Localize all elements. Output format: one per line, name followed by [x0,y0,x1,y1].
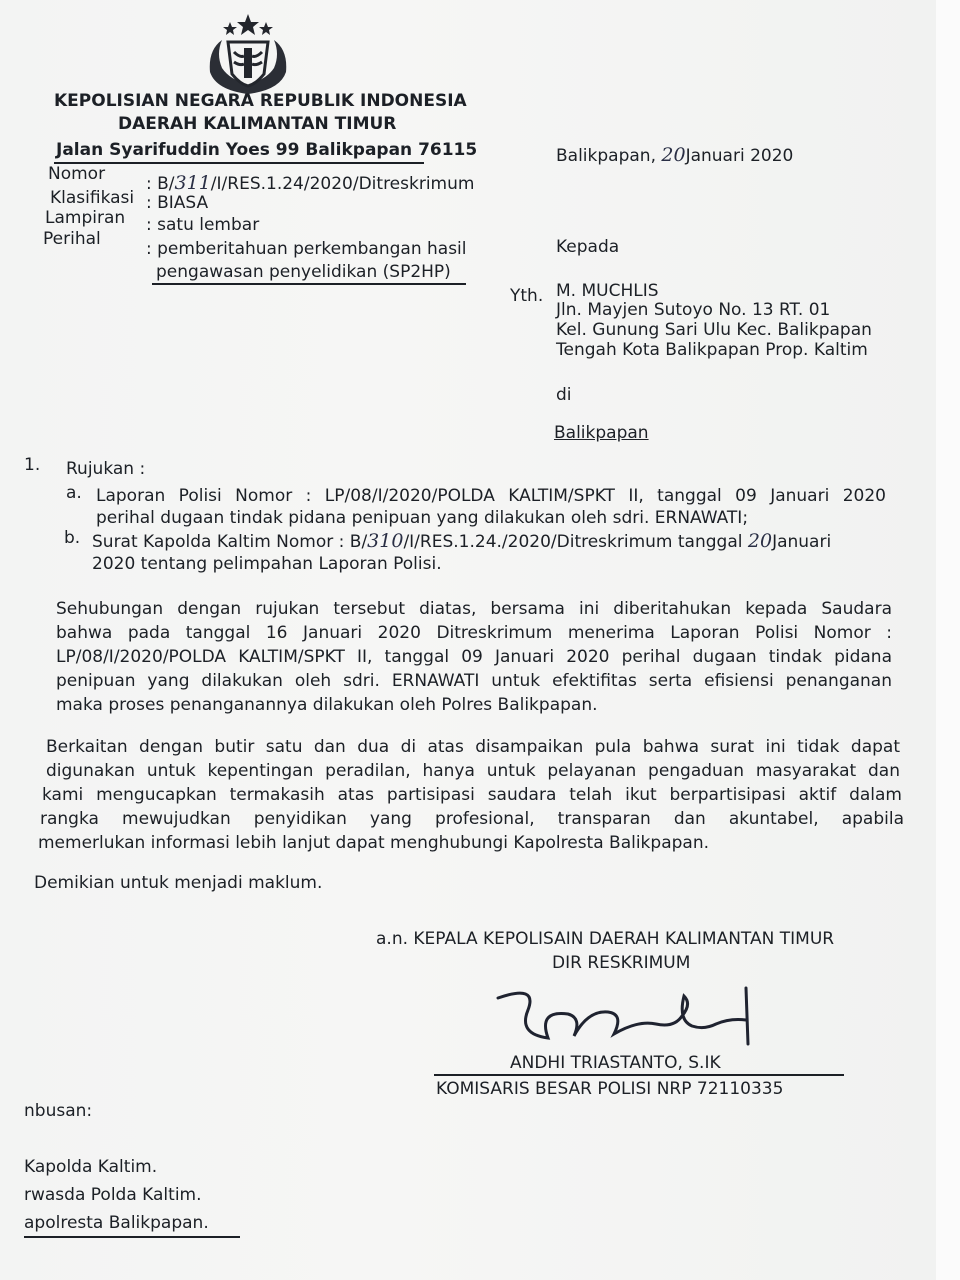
rujukan-a-line-1: Laporan Polisi Nomor : LP/08/I/2020/POLDA KALTIM/SPKT II, tanggal 09 Januari 2020 [96,486,886,506]
rujukan-a-line-2: perihal dugaan tindak pidana penipuan yang dilakukan oleh sdri. ERNAWATI; [96,508,749,528]
lampiran-value: : satu lembar [146,215,260,235]
paragraph1-line: penipuan yang dilakukan oleh sdri. ERNAWATI untuk efektifitas serta efisiensi penanganan [56,671,892,691]
region-name: DAERAH KALIMANTAN TIMUR [118,114,397,134]
signer-rank: KOMISARIS BESAR POLISI NRP 72110335 [436,1079,784,1099]
paragraph2-line: Berkaitan dengan butir satu dan dua di atas disampaikan pula bahwa surat ini tidak dapat [46,737,900,757]
yth-label: Yth. [510,286,544,306]
closing-text: Demikian untuk menjadi maklum. [34,873,323,893]
rujukan-b-line-2: 2020 tentang pelimpahan Laporan Polisi. [92,554,442,574]
perihal-label: Perihal [43,229,101,249]
nomor-label: Nomor [48,164,106,184]
date-day-handwritten: 20 [661,144,686,166]
institution-address: Jalan Syarifuddin Yoes 99 Balikpapan 76115 [56,140,478,160]
signature-on-behalf: a.n. KEPALA KEPOLISAIN DAERAH KALIMANTAN TIMUR [376,929,835,949]
rujukan-b-middle: /I/RES.1.24./2020/Ditreskrimum tanggal [403,532,743,552]
nomor-handwritten: 311 [174,172,211,194]
rujukan-b-handwritten-number: 310 [367,530,404,552]
recipient-address-2: Kel. Gunung Sari Ulu Kec. Balikpapan [556,320,872,340]
perihal-underline [152,283,466,285]
paragraph2-line: kami mengucapkan termakasih atas partisipasi saudara telah ikut berpartisipasi aktif dalam [42,785,902,805]
rujukan-b-prefix: Surat Kapolda Kaltim Nomor : B/ [92,532,368,552]
tembusan-item: apolresta Balikpapan. [24,1213,209,1233]
signer-name: ANDHI TRIASTANTO, S.IK [510,1053,721,1073]
paragraph1-line: LP/08/I/2020/POLDA KALTIM/SPKT II, tanggal 09 Januari 2020 perihal dugaan tindak pidana [56,647,892,667]
recipient-di: di [556,385,572,405]
institution-name: KEPOLISIAN NEGARA REPUBLIK INDONESIA [54,91,467,111]
paragraph1-line: bahwa pada tanggal 16 Januari 2020 Ditreskrimum menerima Laporan Polisi Nomor : [56,623,892,643]
recipient-name: M. MUCHLIS [556,281,659,301]
police-emblem-logo [200,12,296,96]
paragraph2-line: memerlukan informasi lebih lanjut dapat menghubungi Kapolresta Balikpapan. [38,833,710,853]
kepada-label: Kepada [556,237,620,257]
rujukan-b-label: b. [64,528,81,548]
date-month-year: Januari 2020 [685,146,794,166]
tembusan-item: rwasda Polda Kaltim. [24,1185,202,1205]
klasifikasi-value: : BIASA [146,193,209,213]
signature-position: DIR RESKRIMUM [552,953,691,973]
klasifikasi-label: Klasifikasi [50,188,135,208]
letter-date [556,144,793,167]
nomor-suffix: /I/RES.1.24/2020/Ditreskrimum [210,174,475,194]
point-number: 1. [24,455,41,475]
recipient-city: Balikpapan [554,423,649,443]
perihal-line-1: : pemberitahuan perkembangan hasil [146,239,467,259]
letterhead-underline [54,162,424,164]
lampiran-label: Lampiran [45,208,126,228]
handwritten-signature [478,980,778,1060]
rujukan-b-line-1 [92,530,831,553]
tembusan-title: nbusan: [24,1101,93,1121]
paragraph1-line: maka proses penanganannya dilakukan oleh Polres Balikpapan. [56,695,598,715]
paragraph1-line: Sehubungan dengan rujukan tersebut diatas, bersama ini diberitahukan kepada Saudara [56,599,892,619]
rujukan-title: Rujukan : [66,459,146,479]
rujukan-b-month: Januari [772,532,832,552]
tembusan-item: Kapolda Kaltim. [24,1157,158,1177]
rujukan-a-label: a. [66,483,82,503]
signature-rule [434,1074,844,1076]
perihal-line-2: pengawasan penyelidikan (SP2HP) [156,262,451,282]
nomor-prefix: : B/ [146,174,175,194]
recipient-address-1: Jln. Mayjen Sutoyo No. 13 RT. 01 [556,300,831,320]
paragraph2-line: rangka mewujudkan penyidikan yang profesional, transparan dan akuntabel, apabila [40,809,904,829]
rujukan-b-handwritten-day: 20 [747,530,773,552]
paragraph2-line: digunakan untuk kepentingan peradilan, hanya untuk pelayanan pengaduan masyarakat dan [46,761,900,781]
date-place: Balikpapan, [556,146,656,166]
recipient-address-3: Tengah Kota Balikpapan Prop. Kaltim [556,340,868,360]
tembusan-underline [24,1236,240,1238]
page-edge [936,0,960,1280]
